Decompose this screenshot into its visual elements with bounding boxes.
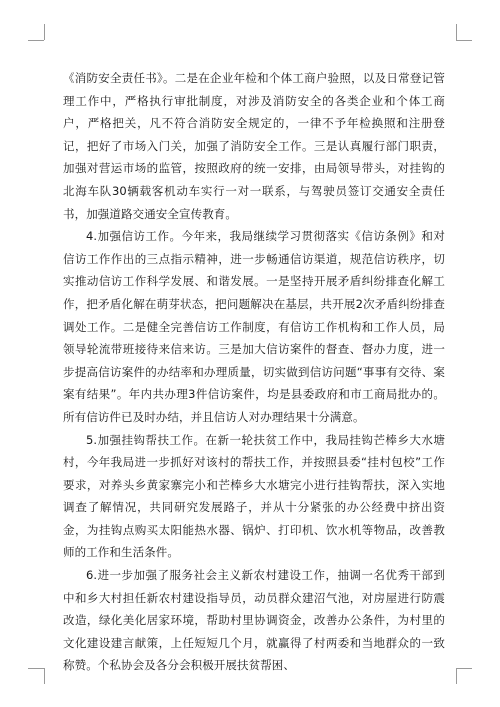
crop-mark-top-left-h [28, 40, 44, 41]
paragraph-fire-safety-continuation: 《消防安全责任书》。二是在企业年检和个体工商户验照，以及日常登记管理工作中，严格执行审批制度，对涉及消防安全的各类企业和个体工商户，严格把关，凡不符合消防安全规定的，一律不予年检换照和注册登记，把好了市场入门关，加强了消防安全工作。三是认真履行部门职责，加强对营运市场的监管，按照政府的统一安排，由局领导带头，对挂钩的北海车队30辆载客机动车实行一对一联系，与驾驶员签订交通安全责任书，加强道路交通安全宣传教育。 [63, 71, 445, 221]
paragraph-new-countryside: 6.进一步加强了服务社会主义新农村建设工作，抽调一名优秀干部到中和乡大村担任新农村建设指导员，动员群众建沼气池，对房屋进行防震改造，绿化美化居家环境，帮助村里协调资金，改善办公条件，为村里的文化建设建言献策，上任短短几个月，就赢得了村两委和当地群众的一致称赞。个私协会及各分会积极开展扶贫帮困、 [63, 568, 445, 673]
crop-mark-bottom-left-h [28, 668, 44, 669]
paragraph-poverty-assistance: 5.加强挂钩帮扶工作。在新一轮扶贫工作中，我局挂钩芒棒乡大水塘村，今年我局进一步抓好对该村的帮扶工作，并按照县委“挂村包校”工作要求，对养头乡黄家寨完小和芒棒乡大水塘完小进行挂钩帮扶，深入实地调查了解情况，共同研究发展路子，并从十分紧张的办公经费中挤出资金，为挂钩点购买太阳能热水器、锅炉、打印机、饮水机等物品，改善教师的工作和生活条件。 [63, 432, 445, 560]
crop-mark-top-right-h [456, 40, 472, 41]
crop-mark-top-right-v [456, 24, 457, 40]
crop-mark-top-left-v [44, 24, 45, 40]
paragraph-petition-work: 4.加强信访工作。今年来，我局继续学习贯彻落实《信访条例》和对信访工作作出的三点指示精神，进一步畅通信访渠道，规范信访秩序，切实推动信访工作科学发展、和谐发展。一是坚持开展矛盾纠纷排查化解工作，把矛盾化解在萌芽状态，把问题解决在基层，共开展2次矛盾纠纷排查调处工作。二是健全完善信访工作制度，有信访工作机构和工作人员，局领导轮流带班接待来信来访。三是加大信访案件的督查、督办力度，进一步提高信访案件的办结率和办理质量，切实做到信访问题“事事有交待、案案有结果”。年内共办理3件信访案件，均是县委政府和市工商局批办的。所有信访件已及时办结，并且信访人对办理结果十分满意。 [63, 229, 445, 424]
crop-mark-bottom-right-v [456, 668, 457, 684]
document-body [63, 67, 445, 677]
crop-mark-bottom-right-h [456, 668, 472, 669]
crop-mark-bottom-left-v [44, 668, 45, 684]
